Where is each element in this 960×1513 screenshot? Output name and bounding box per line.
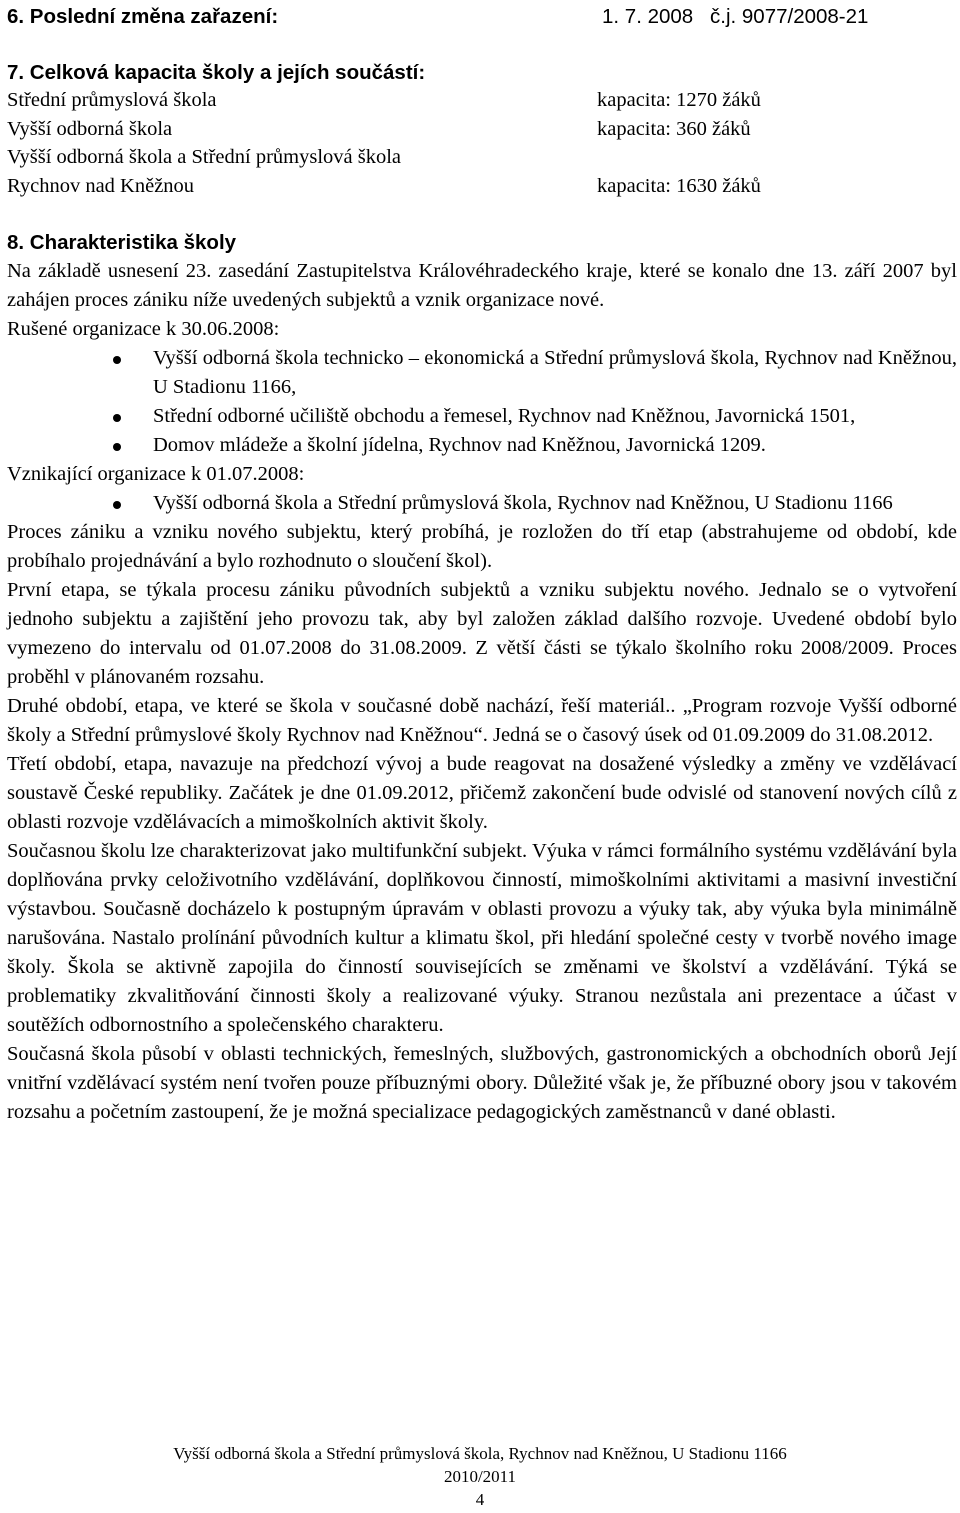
section-6-date: 1. 7. 2008 [602,5,694,28]
new-organization-item [7,489,957,518]
capacity-row-value: kapacita: 360 žáků [597,118,751,140]
new-organization-item-text: Vyšší odborná škola a Střední průmyslová škola, Rychnov nad Kněžnou, U Stadionu 1166 [153,492,893,514]
capacity-row-value: kapacita: 1630 žáků [597,175,761,197]
abolished-item [7,344,957,402]
capacity-row-name: Střední průmyslová škola [7,89,217,111]
body-paragraph: Proces zániku a vzniku nového subjektu, který probíhá, je rozložen do tří etap (abstrahujeme od období, kde probíhalo projednávání a bylo rozhodnuto o sloučení škol). [7,521,957,572]
capacity-row [7,143,401,172]
footer-page-number: 4 [475,1490,485,1509]
intro-paragraph: Na základě usnesení 23. zasedání Zastupitelstva Královéhradeckého kraje, které se konalo dne 13. září 2007 byl zahájen proces zániku níže uvedených subjektů a vznik organizace nové. [7,260,957,311]
bullet-icon [113,443,121,451]
new-organization-heading: Vznikající organizace k 01.07.2008: [7,463,305,485]
section-8-body [7,257,957,1127]
abolished-item-text: Střední odborné učiliště obchodu a řemesel, Rychnov nad Kněžnou, Javornická 1501, [153,405,856,427]
body-paragraph: Třetí období, etapa, navazuje na předchozí vývoj a bude reagovat na dosažené výsledky a změny ve vzdělávací soustavě České republiky. Začátek je dne 01.09.2012, přičemž zakončení bude odvislé od stanovení nových cílů z oblasti rozvoje vzdělávacích a mimoškolních aktivit školy. [7,753,957,833]
abolished-item [7,431,957,460]
bullet-icon [113,501,121,509]
footer-school-name: Vyšší odborná škola a Střední průmyslová škola, Rychnov nad Kněžnou, U Stadionu 1166 [173,1444,787,1463]
capacity-row [7,86,217,115]
section-6-label: 6. Poslední změna zařazení: [7,5,279,28]
capacity-row-name: Vyšší odborná škola [7,118,173,140]
bullet-icon [113,414,121,422]
body-paragraph: První etapa, se týkala procesu zániku původních subjektů a vzniku subjektu nového. Jednalo se o vytvoření jednoho subjektu a zajištění jeho provozu tak, aby byl založen základ dalšího rozvoje. Uvedené období bylo vymezeno do intervalu od 01.07.2008 do 31.08.2009. Z větší části se týkalo školního roku 2008/2009. Proces proběhl v plánovaném rozsahu. [7,579,957,688]
footer-school-year: 2010/2011 [443,1467,517,1486]
capacity-row [7,172,194,201]
capacity-row-name: Rychnov nad Kněžnou [7,175,195,197]
body-paragraph: Současnou školu lze charakterizovat jako multifunkční subjekt. Výuka v rámci formálního systému vzdělávání byla doplňována prvky celoživotního vzdělávání, doplňkovou činností, mimoškolními aktivitami a masivní investiční výstavbou. Současně docházelo k postupným úpravám v oblasti provozu a výuky tak, aby výuka byla minimálně narušována. Nastalo prolínání původních kultur a klimatu škol, při hledání společné cesty v tvorbě nového image školy. Škola se aktivně zapojila do činností souvisejících se změnami ve školství a vzdělávání. Týká se problematiky zkvalitňování činnosti školy a realizované výuky. Stranou nezůstala ani prezentace a účast v soutěžích odbornostního a společenského charakteru. [7,840,957,1036]
section-8-heading: 8. Charakteristika školy [7,231,237,254]
section-6-reference: č.j. 9077/2008-21 [710,5,869,28]
capacity-row [7,115,172,144]
abolished-item-text: Domov mládeže a školní jídelna, Rychnov nad Kněžnou, Javornická 1209. [153,434,766,456]
abolished-item [7,402,957,431]
body-paragraph: Druhé období, etapa, ve které se škola v současné době nachází, řeší materiál.. „Program rozvoje Vyšší odborné školy a Střední průmyslové školy Rychnov nad Kněžnou“. Jedná se o časový úsek od 01.09.2009 do 31.08.2012. [7,695,957,746]
capacity-row-name: Vyšší odborná škola a Střední průmyslová škola [7,146,402,168]
bullet-icon [113,356,121,364]
abolished-heading: Rušené organizace k 30.06.2008: [7,318,280,340]
section-7-heading: 7. Celková kapacita školy a jejích součástí: [7,61,426,84]
abolished-item-text: Vyšší odborná škola technicko – ekonomická a Střední průmyslová škola, Rychnov nad Kněžnou, U Stadionu 1166, [153,347,957,398]
capacity-row-value: kapacita: 1270 žáků [597,89,761,111]
body-paragraph: Současná škola působí v oblasti technických, řemeslných, službových, gastronomických a obchodních oborů Její vnitřní vzdělávací systém není tvořen pouze příbuznými obory. Důležité však je, že příbuzné obory jsou v takovém rozsahu a početním zastoupení, že je možná specializace pedagogických zaměstnanců v dané oblasti. [7,1043,957,1123]
